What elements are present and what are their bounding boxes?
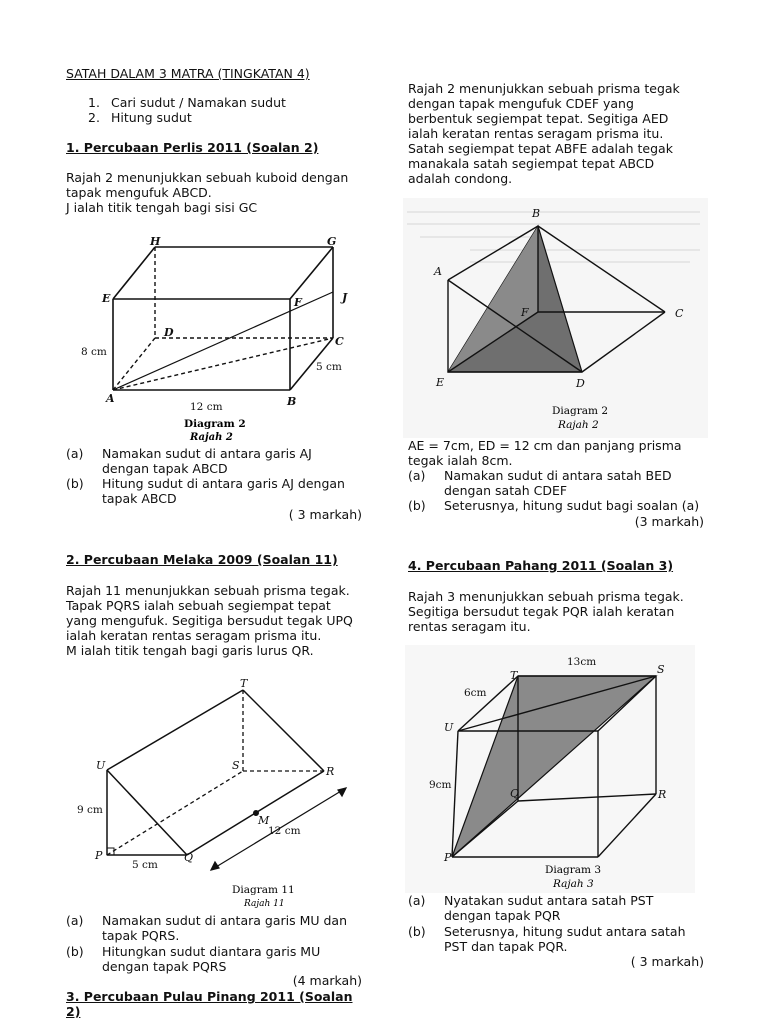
part-label: (b) <box>66 944 84 959</box>
part-line: tapak PQRS. <box>102 928 180 943</box>
q3-intro-line: Rajah 2 menunjukkan sebuah prisma tegak <box>408 81 680 96</box>
q3-intro-line: manakala satah segiempat tepat ABCD <box>408 156 655 171</box>
label-u: U <box>96 759 106 772</box>
q2-diagram-caption-ms: Rajah 11 <box>244 899 285 909</box>
edge-tr <box>243 690 324 771</box>
label-p: P <box>95 849 103 862</box>
label-p: P <box>444 851 452 864</box>
label-s: S <box>657 663 665 676</box>
label-c: C <box>335 335 344 348</box>
q2-part-a <box>66 913 366 943</box>
label-s: S <box>232 759 240 772</box>
part-text <box>102 913 347 943</box>
q3-part-a <box>408 468 718 498</box>
part-line: Hitung sudut di antara garis AJ dengan <box>102 476 345 491</box>
part-text <box>102 476 345 506</box>
label-b: B <box>532 207 541 220</box>
label-q: Q <box>510 787 520 800</box>
dim-5cm: 5 cm <box>132 859 158 871</box>
label-u: U <box>444 721 454 734</box>
part-line: dengan satah CDEF <box>444 483 568 498</box>
q2-intro-line: Tapak PQRS ialah sebuah segiempat tepat <box>66 598 331 613</box>
list-item <box>88 110 348 125</box>
label-a: A <box>434 265 442 278</box>
q3-diagram-caption: Diagram 2 <box>552 405 609 417</box>
part-line: Seterusnya, hitung sudut antara satah <box>444 924 686 939</box>
part-line: dengan tapak ABCD <box>102 461 228 476</box>
part-text <box>102 446 312 476</box>
part-line: tapak ABCD <box>102 491 177 506</box>
q2-marks: (4 markah) <box>292 973 362 988</box>
q1-part-b <box>66 476 366 506</box>
q3-given-line: AE = 7cm, ED = 12 cm dan panjang prisma <box>408 438 682 453</box>
q3-intro-line: ialah keratan rentas seragam prisma itu. <box>408 126 664 141</box>
q4-intro-line: Segitiga bersudut tegak PQR ialah keratan <box>408 604 675 619</box>
q1-diagram-caption: Diagram 2 <box>184 418 246 430</box>
edge-ut <box>107 690 243 770</box>
q3-given-line: tegak ialah 8cm. <box>408 453 513 468</box>
part-line: dengan tapak PQRS <box>102 959 227 974</box>
label-r: R <box>326 765 335 778</box>
q2-intro <box>66 583 376 658</box>
q2-intro-line: ialah keratan rentas seragam prisma itu. <box>66 628 322 643</box>
q2-intro-line: yang mengufuk. Segitiga bersudut tegak UPQ <box>66 613 353 628</box>
q3-diagram-caption-ms: Rajah 2 <box>558 419 599 431</box>
part-label: (b) <box>408 498 426 513</box>
q4-heading: 4. Percubaan Pahang 2011 (Soalan 3) <box>408 558 674 573</box>
label-j: J <box>342 291 348 304</box>
list-text: Cari sudut / Namakan sudut <box>111 95 286 110</box>
q4-diagram-caption: Diagram 3 <box>545 864 602 876</box>
part-label: (a) <box>408 893 426 908</box>
q1-part-a <box>66 446 366 476</box>
q1-marks: ( 3 markah) <box>288 507 362 522</box>
dim-13cm: 13cm <box>567 656 597 668</box>
part-label: (a) <box>66 446 84 461</box>
dim-9cm: 9cm <box>429 779 452 791</box>
arrow-head-bottom <box>211 862 219 870</box>
part-text <box>102 944 320 974</box>
part-line: Seterusnya, hitung sudut bagi soalan (a) <box>444 498 700 513</box>
part-line: Namakan sudut di antara garis MU dan <box>102 913 348 928</box>
dim-12cm: 12 cm <box>268 825 301 837</box>
dim-9cm: 9 cm <box>77 804 103 816</box>
part-text <box>444 498 699 513</box>
q3-heading: 3. Percubaan Pulau Pinang 2011 (Soalan 2) <box>66 989 353 1019</box>
part-line: PST dan tapak PQR. <box>444 939 568 954</box>
label-d: D <box>576 377 585 390</box>
q1-intro-line: J ialah titik tengah bagi sisi GC <box>66 200 258 215</box>
label-e: E <box>436 376 445 389</box>
label-r: R <box>658 788 667 801</box>
q2-intro-line: Rajah 11 menunjukkan sebuah prisma tegak. <box>66 583 350 598</box>
label-t: T <box>510 669 518 682</box>
label-a: A <box>106 392 115 405</box>
part-line: Hitungkan sudut diantara garis MU <box>102 944 321 959</box>
part-text <box>444 468 672 498</box>
part-line: dengan tapak PQR <box>444 908 561 923</box>
q4-intro <box>408 589 728 634</box>
label-e: E <box>102 292 111 305</box>
q3-prism-diagram <box>403 198 708 438</box>
edge-eh <box>113 247 155 299</box>
part-label: (b) <box>408 924 426 939</box>
q2-intro-line: M ialah titik tengah bagi garis lurus QR. <box>66 643 314 658</box>
part-line: Namakan sudut di antara garis AJ <box>102 446 312 461</box>
q3-intro-line: dengan tapak mengufuk CDEF yang <box>408 96 634 111</box>
q4-marks: ( 3 markah) <box>630 954 704 969</box>
label-g: G <box>327 235 337 248</box>
q4-intro-line: Rajah 3 menunjukkan sebuah prisma tegak. <box>408 589 684 604</box>
list-number: 2. <box>88 110 100 125</box>
q2-heading: 2. Percubaan Melaka 2009 (Soalan 11) <box>66 552 338 567</box>
q3-given <box>408 438 718 468</box>
list-item <box>88 95 348 110</box>
q4-diagram-caption-ms: Rajah 3 <box>553 878 594 890</box>
arrow-head-top <box>338 788 346 796</box>
part-text <box>444 893 653 923</box>
part-label: (a) <box>66 913 84 928</box>
label-b: B <box>287 395 297 408</box>
label-m: M <box>258 814 270 827</box>
q4-intro-line: rentas seragam itu. <box>408 619 531 634</box>
q1-diagram-caption-ms: Rajah 2 <box>190 432 233 443</box>
q1-intro-line: tapak mengufuk ABCD. <box>66 185 212 200</box>
part-line: Namakan sudut di antara satah BED <box>444 468 672 483</box>
label-q: Q <box>184 851 194 864</box>
part-line: Nyatakan sudut antara satah PST <box>444 893 654 908</box>
dim-8cm: 8 cm <box>81 346 107 358</box>
label-f: F <box>521 306 529 319</box>
list-text: Hitung sudut <box>111 110 192 125</box>
label-c: C <box>675 307 684 320</box>
part-label: (b) <box>66 476 84 491</box>
q1-cuboid-diagram <box>70 228 370 446</box>
q3-intro-line: adalah condong. <box>408 171 513 186</box>
part-text <box>444 924 686 954</box>
q1-intro-line: Rajah 2 menunjukkan sebuah kuboid dengan <box>66 170 349 185</box>
part-label: (a) <box>408 468 426 483</box>
label-h: H <box>150 235 161 248</box>
list-number: 1. <box>88 95 100 110</box>
label-d: D <box>164 326 174 339</box>
q1-intro <box>66 170 366 215</box>
q3-part-b <box>408 498 718 514</box>
q4-prism-diagram <box>405 645 695 893</box>
dim-5cm: 5 cm <box>316 361 342 373</box>
line-ac <box>113 338 333 390</box>
q2-part-b <box>66 944 366 974</box>
dim-12cm: 12 cm <box>190 401 223 413</box>
q3-intro-line: Satah segiempat tepat ABFE adalah tegak <box>408 141 673 156</box>
q4-part-b <box>408 924 718 954</box>
label-f: F <box>294 296 302 309</box>
q2-diagram-caption: Diagram 11 <box>232 884 295 896</box>
q3-intro <box>408 81 728 186</box>
page-title: SATAH DALAM 3 MATRA (TINGKATAN 4) <box>66 66 310 81</box>
q1-heading: 1. Percubaan Perlis 2011 (Soalan 2) <box>66 140 319 155</box>
q4-part-a <box>408 893 718 923</box>
edge-fg <box>290 247 333 299</box>
label-t: T <box>240 677 248 690</box>
q3-intro-line: berbentuk segiempat tepat. Segitiga AED <box>408 111 669 126</box>
dim-6cm: 6cm <box>464 687 487 699</box>
q3-marks: (3 markah) <box>634 514 704 529</box>
q2-prism-diagram <box>70 670 370 915</box>
